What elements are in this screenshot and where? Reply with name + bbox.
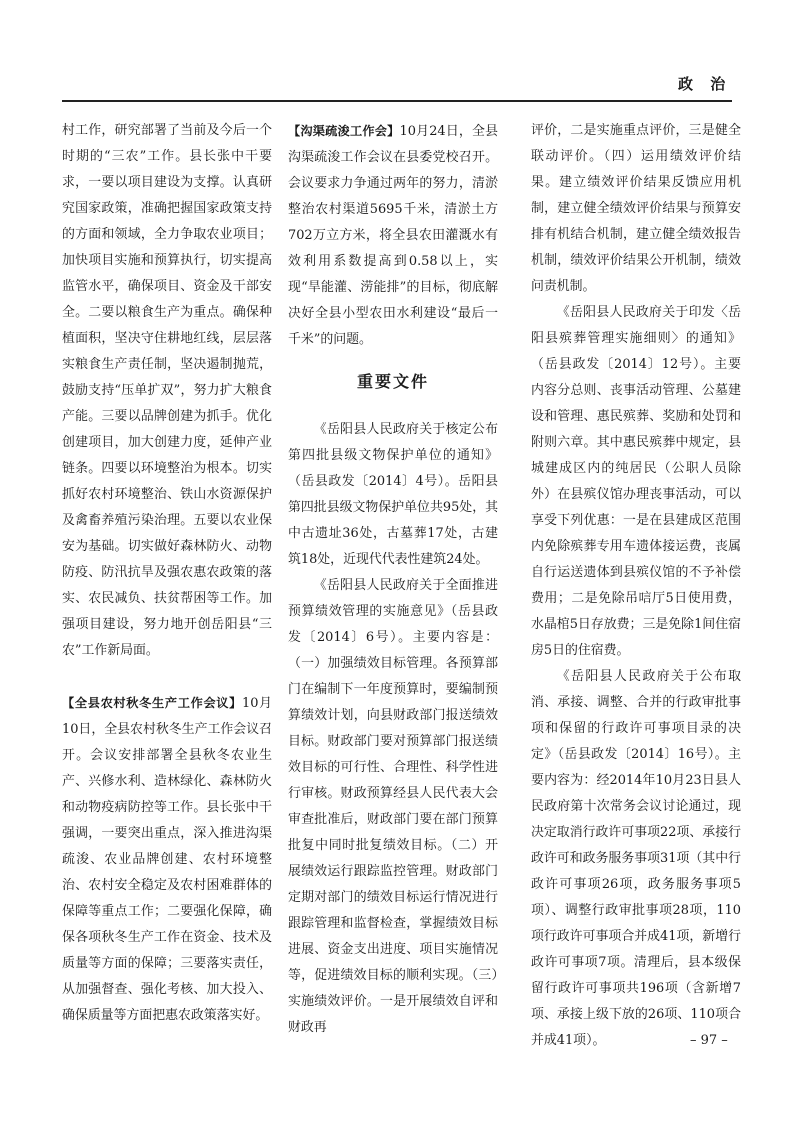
paragraph-cultural-relics-notice: 《岳阳县人民政府关于核定公布第四批县级文物保护单位的通知》（岳县政发〔2014〕4号）。岳阳县第四批县级文物保护单位共95处，其中古遗址36处，古墓葬17处，古建筑18处，近现代代表性建筑24处。 xyxy=(288,422,498,567)
column-2 xyxy=(288,118,498,1041)
paragraph-evaluation-continued: 评价，二是实施重点评价，三是健全联动评价。（四）运用绩效评价结果。建立绩效评价结果反馈应用机制，建立健全绩效评价结果与预算安排有机结合机制，建立健全绩效报告机制，绩效评价结果公开机制，绩效问责机制。 xyxy=(531,123,741,294)
section-title: 重要文件 xyxy=(356,372,429,391)
paragraph-budget-performance-opinion: 《岳阳县人民政府关于全面推进预算绩效管理的实施意见》（岳县政发〔2014〕6号）。主要内容是：（一）加强绩效目标管理。各预算部门在编制下一年度预算时，要编制预算绩效计划，向县财政部门报送绩效目标。财政部门要对预算部门报送绩效目标的可行性、合理性、科学性进行审核。财政预算经县人民代表大会审查批准后，财政部门要在部门预算批复中同时批复绩效目标。（二）开展绩效运行跟踪监控管理。财政部门定期对部门的绩效目标运行情况进行跟踪管理和监督检查，掌握绩效目标进展、资金支出进度、项目实施情况等，促进绩效目标的顺利实现。（三）实施绩效评价。一是开展绩效自评和财政再 xyxy=(288,578,498,1035)
paragraph-autumn-winter-meeting xyxy=(62,690,272,1029)
column-3 xyxy=(531,118,741,1054)
event-tag: 【沟渠疏浚工作会】 xyxy=(288,124,400,138)
paragraph-rural-work: 村工作，研究部署了当前及今后一个时期的“三农”工作。县长张中干要求，一要以项目建设为支撑。认真研究国家政策，准确把握国家政策支持的方面和领域，全力争取农业项目；加快项目实施和预算执行，切实提高监管水平，确保项目、资金及干部安全。二要以粮食生产为重点。确保种植面积，坚决守住耕地红线，层层落实粮食生产责任制，坚决遏制抛荒，鼓励支持“压单扩双”，努力扩大粮食产能。三要以品牌创建为抓手。优化创建项目，加大创建力度，延伸产业链条。四要以环境整治为根本。切实抓好农村环境整治、铁山水资源保护及禽畜养殖污染治理。五要以农业保安为基础。切实做好森林防火、动物防疫、防汛抗旱及强农惠农政策的落实、农民减负、扶贫帮困等工作。加强项目建设，努力地开创岳阳县“三农”工作新局面。 xyxy=(62,123,272,658)
paragraph-administrative-approval-decision: 《岳阳县人民政府关于公布取消、承接、调整、合并的行政审批事项和保留的行政许可事项目录的决定》（岳县政发〔2014〕16号）。主要内容为：经2014年10月23日县人民政府第十次常务会议讨论通过，现决定取消行政许可事项22项、承接行政许可和政务服务事项31项（其中行政许可事项26项，政务服务事项5项）、调整行政审批事项28项，110项行政许可事项合并成41项，新增行政许可事项7项。清理后，县本级保留行政许可事项共196项（含新增7项、承接上级下放的26项、110项合并成41项）。 xyxy=(531,669,741,1048)
page-number: – 97 – xyxy=(690,1033,728,1048)
header-divider xyxy=(62,100,732,102)
paragraph-text: 10月10日，全县农村秋冬生产工作会议召开。会议安排部署全县秋冬农业生产、兴修水利、造林绿化、森林防火和动物疫病防控等工作。县长张中干强调，一要突出重点，深入推进沟渠疏浚、农业品牌创建、农村环境整治、农村安全稳定及农村困难群体的保障等重点工作；二要强化保障，确保各项秋冬生产工作在资金、技术及质量等方面的保障；三要落实责任，从加强督查、强化考核、加大投入、确保质量等方面把惠农政策落实好。 xyxy=(62,696,272,1023)
paragraph-text: 10月24日，全县沟渠疏浚工作会议在县委党校召开。会议要求力争通过两年的努力，清淤整治农村渠道5695千米，清淤土方702万立方米，将全县农田灌溉水有效利用系数提高到0.58以上，实现“旱能灌、涝能排”的目标，彻底解决好全县小型农田水利建设“最后一千米”的问题。 xyxy=(288,124,498,347)
event-tag: 【全县农村秋冬生产工作会议】 xyxy=(62,696,243,710)
column-1 xyxy=(62,118,272,1029)
paragraph-funeral-management-notice: 《岳阳县人民政府关于印发〈岳阳县殡葬管理实施细则〉的通知》（岳县政发〔2014〕12号）。主要内容分总则、丧事活动管理、公墓建设和管理、惠民殡葬、奖励和处罚和附则六章。其中惠民殡葬中规定，县城建成区内的纯居民（公职人员除外）在县殡仪馆办理丧事活动，可以享受下列优惠：一是在县建成区范围内免除殡葬专用车遗体接运费，丧属自行运送遗体到县殡仪馆的不予补偿费用；二是免除吊唁厅5日使用费，水晶棺5日存放费；三是免除1间住宿房5日的住宿费。 xyxy=(531,305,741,658)
paragraph-ditch-dredging-meeting xyxy=(288,118,498,353)
section-header: 政 治 xyxy=(678,75,732,93)
